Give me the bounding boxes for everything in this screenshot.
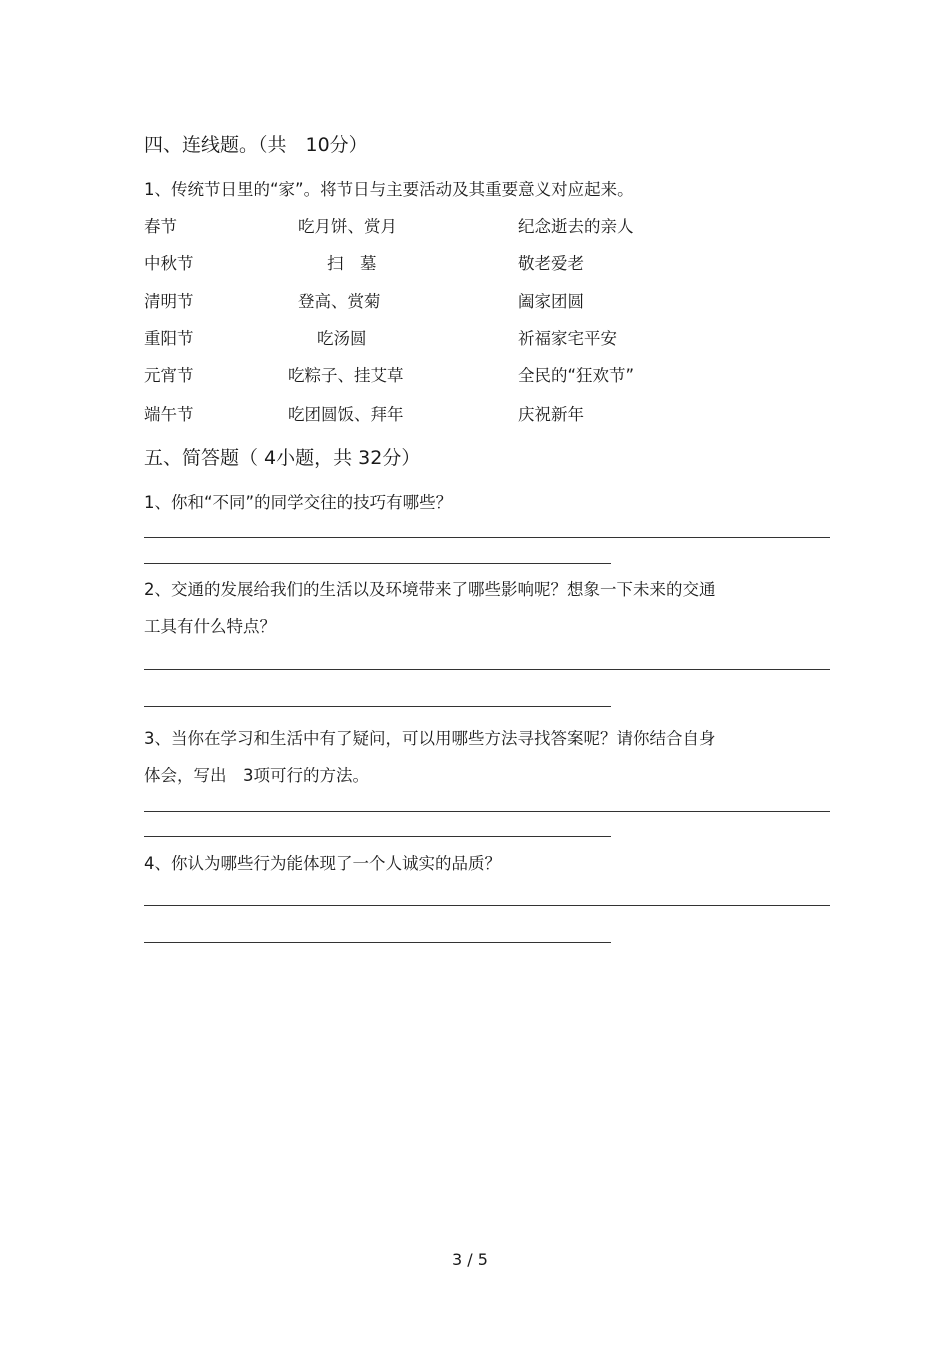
section5-question1: 1、你和“不同”的同学交往的技巧有哪些？ bbox=[144, 493, 453, 512]
section5-question4: 4、你认为哪些行为能体现了一个人诚实的品质？ bbox=[144, 854, 501, 873]
meaning-item: 敬老爱老 bbox=[518, 254, 584, 273]
answer-line bbox=[144, 669, 830, 670]
section5-question3-line2: 体会，写出 3项可行的方法。 bbox=[144, 766, 369, 785]
answer-line bbox=[144, 942, 611, 943]
section4-question1: 1、传统节日里的“家”。将节日与主要活动及其重要意义对应起来。 bbox=[144, 180, 634, 199]
meaning-item: 祈福家宅平安 bbox=[518, 329, 617, 348]
section5-question3-line1: 3、当你在学习和生活中有了疑问，可以用哪些方法寻找答案呢？请你结合自身 bbox=[144, 729, 716, 748]
answer-line bbox=[144, 905, 830, 906]
section5-question2-line1: 2、交通的发展给我们的生活以及环境带来了哪些影响呢？想象一下未来的交通 bbox=[144, 580, 716, 599]
meaning-item: 全民的“狂欢节” bbox=[518, 366, 635, 385]
festival-item: 元宵节 bbox=[144, 366, 194, 385]
answer-line bbox=[144, 811, 830, 812]
answer-line bbox=[144, 537, 830, 538]
activity-item: 登高、赏菊 bbox=[298, 292, 381, 311]
section4-heading: 四、连线题。（共 10分） bbox=[144, 134, 368, 156]
festival-item: 春节 bbox=[144, 217, 177, 236]
activity-item: 吃汤圆 bbox=[317, 329, 367, 348]
activity-item: 扫 墓 bbox=[327, 254, 377, 273]
answer-line bbox=[144, 836, 611, 837]
activity-item: 吃粽子、挂艾草 bbox=[288, 366, 404, 385]
meaning-item: 阖家团圆 bbox=[518, 292, 584, 311]
page-number: 3 / 5 bbox=[452, 1250, 488, 1269]
festival-item: 端午节 bbox=[144, 405, 194, 424]
section5-question2-line2: 工具有什么特点？ bbox=[144, 617, 276, 636]
section5-heading: 五、简答题（ 4小题，共 32分） bbox=[144, 447, 421, 469]
meaning-item: 庆祝新年 bbox=[518, 405, 584, 424]
festival-item: 清明节 bbox=[144, 292, 194, 311]
meaning-item: 纪念逝去的亲人 bbox=[518, 217, 634, 236]
answer-line bbox=[144, 563, 611, 564]
activity-item: 吃月饼、赏月 bbox=[298, 217, 397, 236]
answer-line bbox=[144, 706, 611, 707]
activity-item: 吃团圆饭、拜年 bbox=[288, 405, 404, 424]
festival-item: 重阳节 bbox=[144, 329, 194, 348]
festival-item: 中秋节 bbox=[144, 254, 194, 273]
